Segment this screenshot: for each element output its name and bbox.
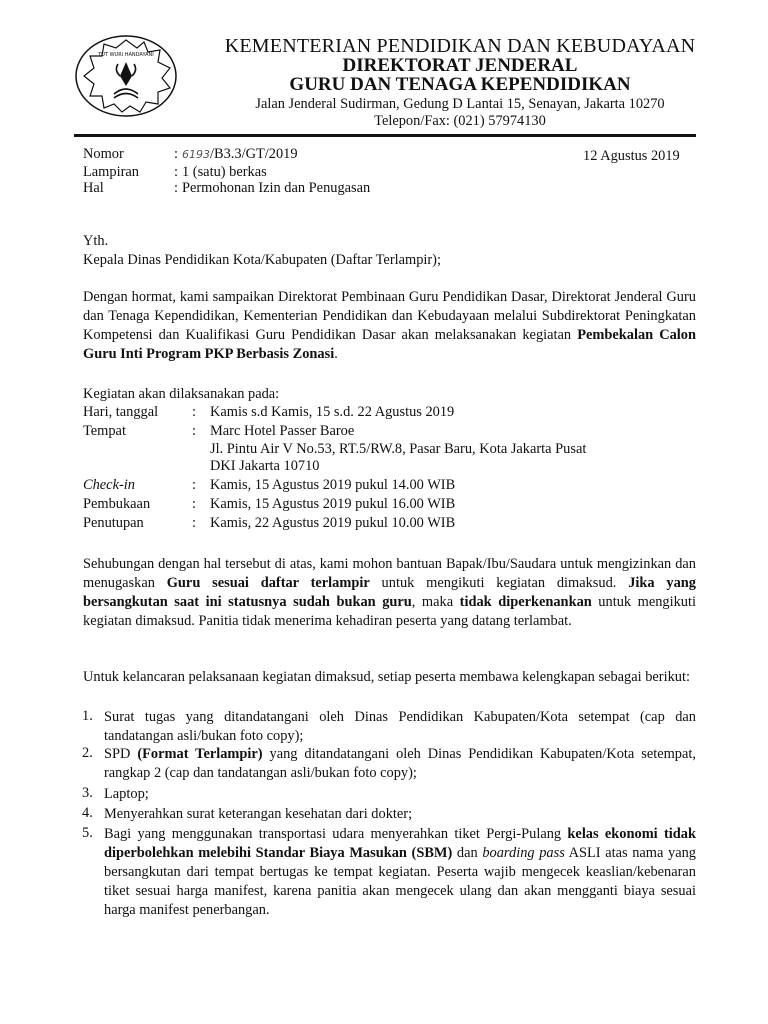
request-bold-not-allowed: tidak diperkenankan [459, 594, 592, 610]
schedule-label-opening: Pembukaan [83, 496, 151, 512]
list-item-spd [104, 745, 696, 783]
lampiran-colon: : [174, 164, 178, 180]
transport-text: Bagi yang menggunakan transportasi udara menyerahkan tiket Pergi-Pulang [104, 826, 568, 842]
subdirectorate-name: GURU DAN TENAGA KEPENDIDIKAN [289, 74, 631, 95]
logo-text: TUT WURI HANDAYANI [98, 52, 154, 58]
list-item-surat-tugas: Surat tugas yang ditandatangani oleh Dinas Pendidikan Kabupaten/Kota setempat (cap dan tandatangan asli/bukan foto copy); [104, 709, 696, 744]
schedule-colon: : [192, 515, 196, 531]
schedule-value-date: Kamis s.d Kamis, 15 s.d. 22 Agustus 2019 [210, 404, 455, 420]
salutation: Yth. [83, 233, 109, 249]
request-text-4: untuk mengikuti kegiatan dimaksud. Panitia tidak menerima kehadiran peserta yang datang terlambat. [83, 594, 696, 629]
request-text-2: untuk mengikuti kegiatan dimaksud. [369, 575, 629, 591]
schedule-colon: : [192, 423, 196, 439]
schedule-value-closing: Kamis, 22 Agustus 2019 pukul 10.00 WIB [210, 515, 456, 531]
schedule-value-place: Marc Hotel Passer Baroe [210, 423, 355, 439]
boarding-pass-italic: boarding pass [482, 845, 565, 861]
list-item-health-certificate: Menyerahkan surat keterangan kesehatan dari dokter; [104, 806, 413, 822]
hal-colon: : [174, 180, 178, 196]
hal-value: Permohonan Izin dan Penugasan [182, 180, 371, 196]
schedule-label-date: Hari, tanggal [83, 404, 159, 420]
transport-text-3: ASLI atas nama yang bersangkutan dari tempat bertugas ke tempat kegiatan. Peserta wajib mengecek keaslian/kebenaran tiket sesuai harga manifest, karena panitia akan mengecek ulang dan akan mengganti biaya sesuai harga manifest penerbangan. [104, 845, 696, 918]
request-text-3: , maka [411, 594, 460, 610]
request-text-1: Sehubungan dengan hal tersebut di atas, kami mohon bantuan Bapak/Ibu/Saudara untuk mengizinkan dan menugaskan [83, 556, 696, 591]
schedule-colon: : [192, 496, 196, 512]
schedule-value-street: Jl. Pintu Air V No.53, RT.5/RW.8, Pasar Baru, Kota Jakarta Pusat [210, 441, 587, 457]
letter-date: 12 Agustus 2019 [583, 148, 680, 164]
directorate-general: DIREKTORAT JENDERAL [342, 55, 578, 76]
spd-text-2: yang ditandatangani oleh Dinas Pendidikan Kabupaten/Kota setempat, rangkap 2 (cap dan tandatangan asli/bukan foto copy); [104, 746, 696, 781]
recipient-name: Kepala Dinas Pendidikan Kota/Kabupaten (Daftar Terlampir); [83, 252, 441, 268]
requirements-intro: Untuk kelancaran pelaksanaan kegiatan dimaksud, setiap peserta membawa kelengkapan sebagai berikut: [83, 669, 690, 685]
schedule-label-checkin: Check-in [83, 477, 135, 493]
request-bold-status: Jika yang bersangkutan saat ini statusnya sudah bukan guru [83, 575, 696, 610]
schedule-value-checkin: Kamis, 15 Agustus 2019 pukul 14.00 WIB [210, 477, 456, 493]
schedule-colon: : [192, 404, 196, 420]
hal-label: Hal [83, 180, 104, 196]
list-number: 3. [82, 785, 93, 801]
request-paragraph [83, 555, 696, 631]
intro-paragraph [83, 288, 696, 364]
transport-text-2: dan [452, 845, 483, 861]
nomor-label: Nomor [83, 146, 124, 162]
nomor-value [182, 146, 298, 163]
list-item-laptop: Laptop; [104, 786, 149, 802]
spd-text: SPD [104, 746, 138, 762]
schedule-label-place: Tempat [83, 423, 126, 439]
tut-wuri-handayani-logo [74, 34, 178, 118]
schedule-label-closing: Penutupan [83, 515, 144, 531]
office-address: Jalan Jenderal Sudirman, Gedung D Lantai 15, Senayan, Jakarta 10270 [255, 96, 665, 112]
ministry-name: KEMENTERIAN PENDIDIKAN DAN KEBUDAYAAN [224, 35, 696, 57]
lampiran-label: Lampiran [83, 164, 139, 180]
list-number: 4. [82, 805, 93, 821]
event-name: Pembekalan Calon Guru Inti Program PKP Berbasis Zonasi [83, 327, 696, 362]
intro-text: Dengan hormat, kami sampaikan Direktorat Pembinaan Guru Pendidikan Dasar, Direktorat Jenderal Guru dan Tenaga Kependidikan, Kementerian Pendidikan dan Kebudayaan melalui Subdirektorat Peningkatan Kompetensi dan Kualifikasi Guru Pendidikan Dasar akan melaksanakan kegiatan [83, 289, 696, 343]
list-item-air-transport [104, 825, 696, 920]
schedule-colon: : [192, 477, 196, 493]
transport-bold: kelas ekonomi tidak diperbolehkan melebihi Standar Biaya Masukan (SBM) [104, 826, 696, 861]
schedule-heading: Kegiatan akan dilaksanakan pada: [83, 386, 280, 402]
intro-period: . [334, 346, 338, 362]
nomor-colon: : [174, 146, 178, 162]
letterhead-divider [74, 134, 696, 137]
list-number: 5. [82, 825, 93, 841]
spd-bold: (Format Terlampir) [137, 746, 263, 762]
list-number: 1. [82, 708, 93, 724]
office-phone: Telepon/Fax: (021) 57974130 [374, 113, 546, 129]
nomor-handwritten: 6193 [182, 148, 210, 161]
schedule-value-city: DKI Jakarta 10710 [210, 458, 320, 474]
lampiran-value: 1 (satu) berkas [182, 164, 267, 180]
nomor-suffix: /B3.3/GT/2019 [210, 146, 298, 162]
list-number: 2. [82, 745, 93, 761]
schedule-value-opening: Kamis, 15 Agustus 2019 pukul 16.00 WIB [210, 496, 456, 512]
request-bold-teachers: Guru sesuai daftar terlampir [166, 575, 370, 591]
